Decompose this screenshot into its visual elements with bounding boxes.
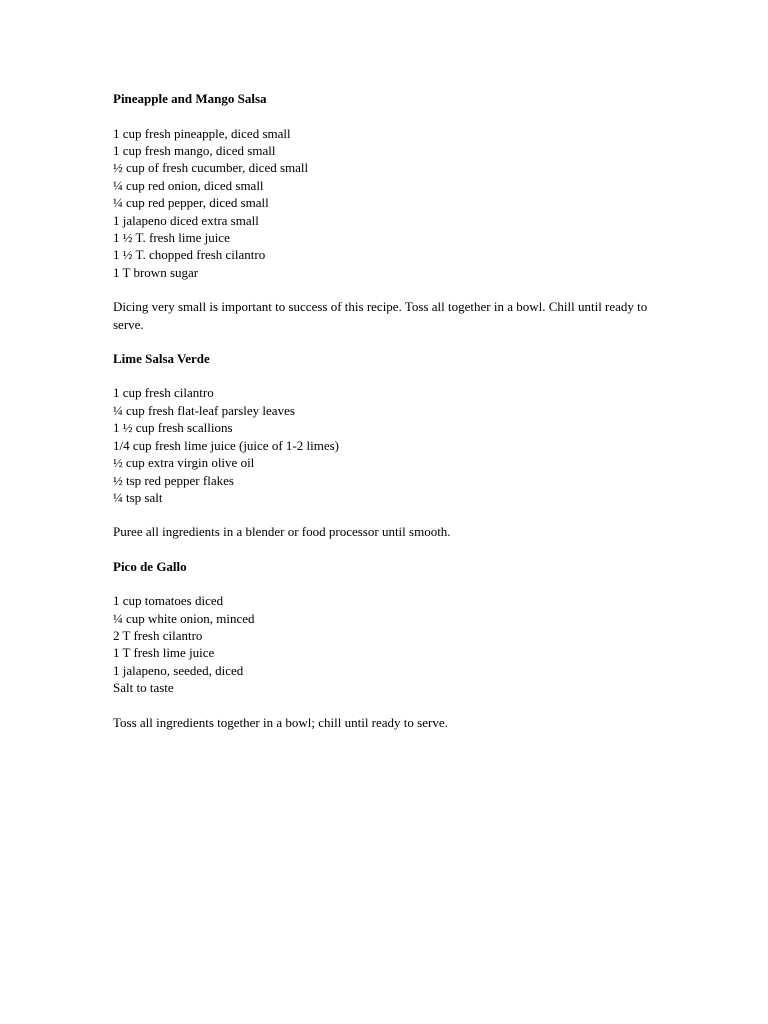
- ingredient-list: [113, 384, 673, 506]
- ingredient: 1 T fresh lime juice: [113, 645, 215, 661]
- ingredient: ¼ tsp salt: [113, 489, 163, 505]
- recipe-instructions: Puree all ingredients in a blender or food processor until smooth.: [113, 524, 451, 540]
- ingredient: 1 cup fresh cilantro: [113, 385, 214, 401]
- recipe-pineapple-mango-salsa: [113, 90, 673, 333]
- ingredient: 1 cup fresh mango, diced small: [113, 142, 276, 158]
- ingredient: 1 jalapeno, seeded, diced: [113, 662, 244, 678]
- recipe-title: Pico de Gallo: [113, 558, 187, 574]
- recipe-instructions: Toss all ingredients together in a bowl; chill until ready to serve.: [113, 714, 448, 730]
- ingredient: ¼ cup red pepper, diced small: [113, 195, 269, 211]
- ingredient: ¼ cup fresh flat-leaf parsley leaves: [113, 402, 295, 418]
- ingredient: 1 jalapeno diced extra small: [113, 212, 259, 228]
- recipe-title: Lime Salsa Verde: [113, 350, 210, 366]
- ingredient: Salt to taste: [113, 680, 174, 696]
- ingredient: 1/4 cup fresh lime juice (juice of 1-2 limes): [113, 437, 339, 453]
- ingredient: 1 T brown sugar: [113, 264, 199, 280]
- ingredient: ½ tsp red pepper flakes: [113, 472, 234, 488]
- ingredient: ¼ cup red onion, diced small: [113, 177, 264, 193]
- recipe-instructions: Dicing very small is important to success of this recipe. Toss all together in a bowl. Chill until ready to serve.: [113, 299, 648, 332]
- ingredient: ½ cup of fresh cucumber, diced small: [113, 160, 309, 176]
- ingredient: 1 ½ T. fresh lime juice: [113, 229, 230, 245]
- ingredient: 1 ½ T. chopped fresh cilantro: [113, 247, 266, 263]
- recipe-title: Pineapple and Mango Salsa: [113, 91, 267, 106]
- recipe-pico-de-gallo: [113, 558, 673, 731]
- document-page: [113, 90, 673, 748]
- ingredient: 1 cup tomatoes diced: [113, 593, 224, 609]
- recipe-lime-salsa-verde: [113, 350, 673, 541]
- ingredient-list: [113, 592, 673, 696]
- ingredient: 1 ½ cup fresh scallions: [113, 420, 233, 436]
- ingredient: 2 T fresh cilantro: [113, 628, 203, 644]
- ingredient: ½ cup extra virgin olive oil: [113, 455, 255, 471]
- ingredient: ¼ cup white onion, minced: [113, 610, 255, 626]
- ingredient-list: [113, 125, 673, 282]
- ingredient: 1 cup fresh pineapple, diced small: [113, 125, 291, 141]
